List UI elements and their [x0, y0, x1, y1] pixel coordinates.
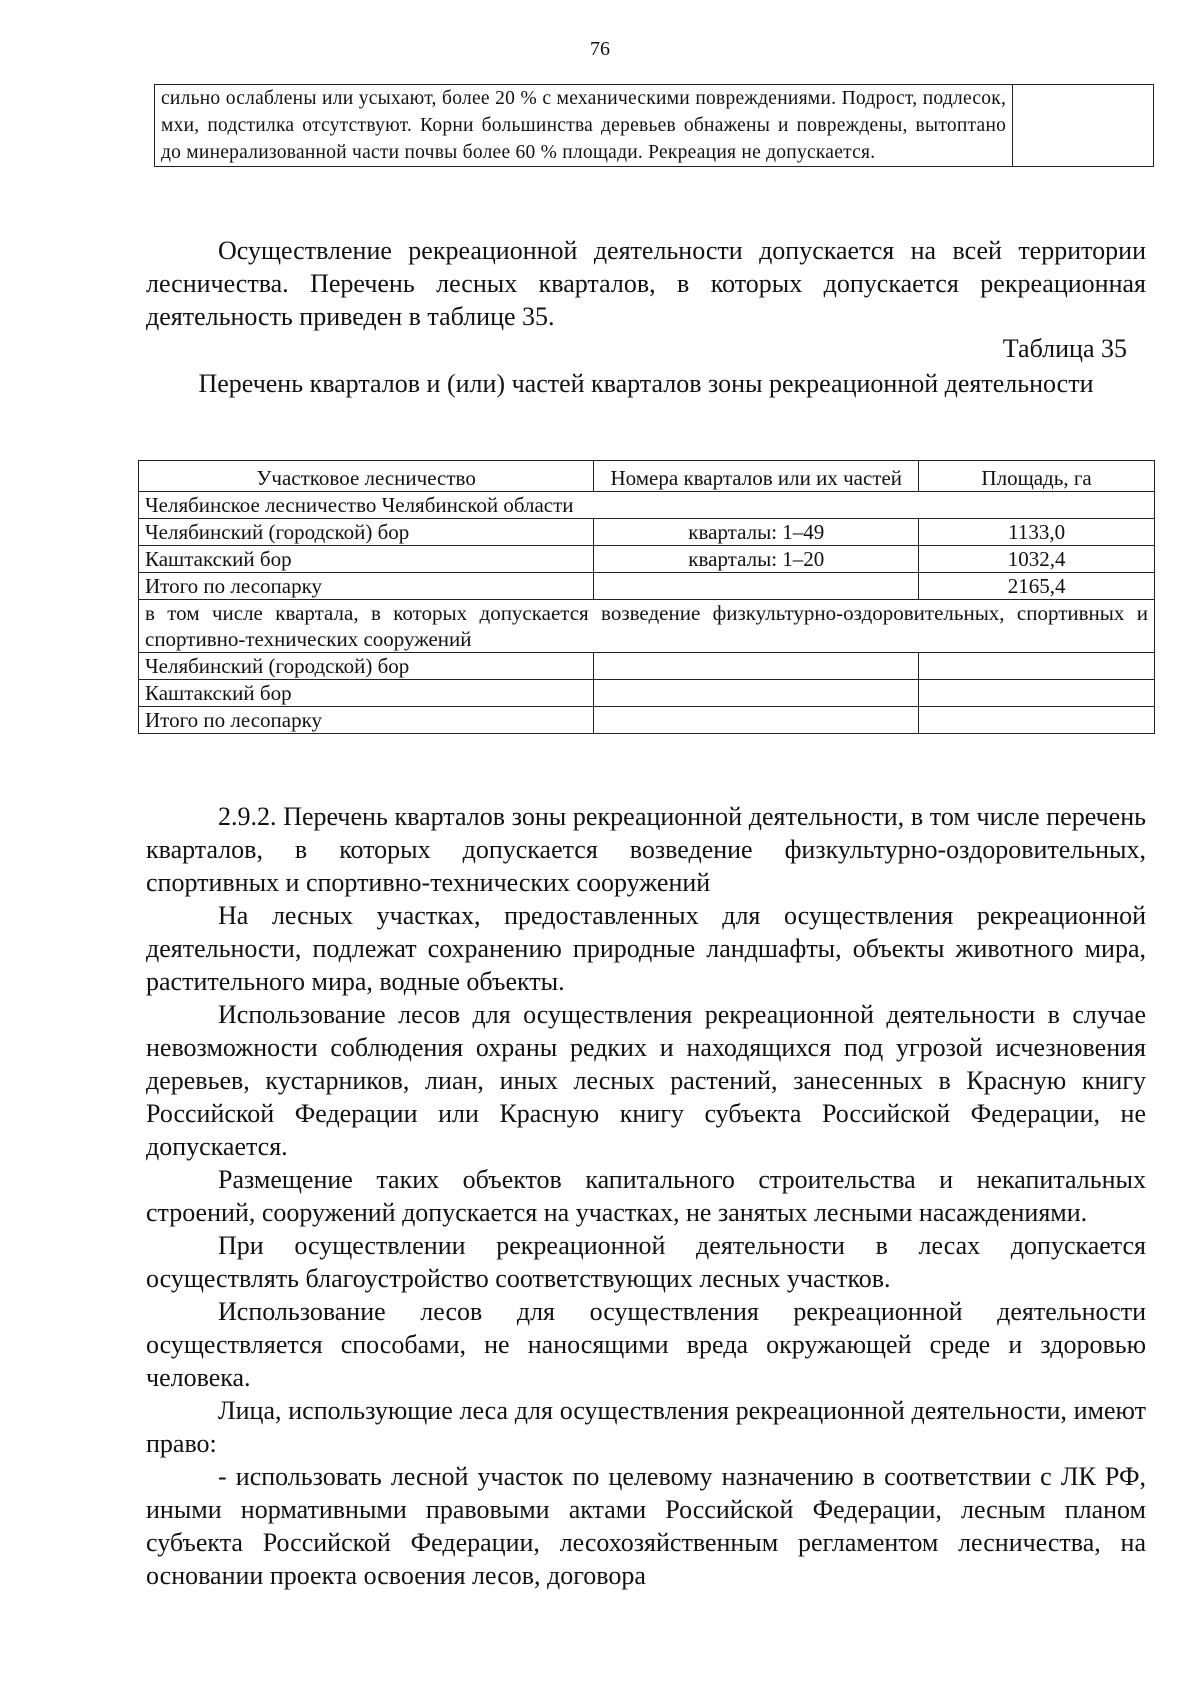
- row-name: Итого по лесопарку: [139, 573, 594, 600]
- row-name: Челябинский (городской) бор: [139, 653, 594, 680]
- row-name: Челябинский (городской) бор: [139, 519, 594, 546]
- continuation-table: [154, 84, 1154, 167]
- row-area: 1133,0: [919, 519, 1155, 546]
- row-area: 1032,4: [919, 546, 1155, 573]
- subgroup-label: в том числе квартала, в которых допускается возведение физкультурно-оздоровительных, спортивных и спортивно-технических сооружений: [139, 600, 1155, 653]
- table-row: [139, 573, 1155, 600]
- section-2-9-2: [146, 800, 1146, 1592]
- row-quarters: кварталы: 1–20: [594, 546, 919, 573]
- table-row: [139, 653, 1155, 680]
- section-paragraph: На лесных участках, предоставленных для осуществления рекреационной деятельности, подлежат сохранению природные ландшафты, объекты животного мира, растительного мира, водные объекты.: [146, 901, 1146, 996]
- table-row: [139, 707, 1155, 734]
- table-row: [139, 519, 1155, 546]
- section-heading: 2.9.2. Перечень кварталов зоны рекреационной деятельности, в том числе перечень кварталов, в которых допускается возведение физкультурно-оздоровительных, спортивных и спортивно-технических сооружений: [146, 802, 1146, 897]
- row-quarters: кварталы: 1–49: [594, 519, 919, 546]
- recreation-zone-table: [138, 460, 1155, 734]
- table-group-row: [139, 492, 1155, 519]
- row-name: Каштакский бор: [139, 546, 594, 573]
- row-area: [919, 653, 1155, 680]
- table-subgroup-row: [139, 600, 1155, 653]
- section-paragraph: При осуществлении рекреационной деятельности в лесах допускается осуществлять благоустройство соответствующих лесных участков.: [146, 1231, 1146, 1293]
- group-label: Челябинское лесничество Челябинской области: [139, 492, 1155, 519]
- row-quarters: [594, 573, 919, 600]
- empty-cell: [1013, 85, 1154, 167]
- row-area: [919, 707, 1155, 734]
- row-quarters: [594, 707, 919, 734]
- row-area: [919, 680, 1155, 707]
- table-header-row: [139, 461, 1155, 492]
- column-header-forestry: Участковое лесничество: [139, 461, 594, 492]
- row-quarters: [594, 680, 919, 707]
- intro-paragraph: Осуществление рекреационной деятельности допускается на всей территории лесничества. Перечень лесных кварталов, в которых допускается рекреационная деятельность приведен в таблице 35.: [146, 236, 1146, 331]
- continuation-text: сильно ослаблены или усыхают, более 20 % с механическими повреждениями. Подрост, подлесок, мхи, подстилка отсутствуют. Корни большинства деревьев обнажены и повреждены, вытоптано до минерализованной части почвы более 60 % площади. Рекреация не допускается.: [155, 85, 1013, 167]
- table-row: [139, 546, 1155, 573]
- row-name: Каштакский бор: [139, 680, 594, 707]
- table-row: [139, 680, 1155, 707]
- row-quarters: [594, 653, 919, 680]
- row-area: 2165,4: [919, 573, 1155, 600]
- column-header-area: Площадь, га: [919, 461, 1155, 492]
- table-title: Перечень кварталов и (или) частей кварталов зоны рекреационной деятельности: [198, 369, 1094, 398]
- table-row: [155, 85, 1154, 167]
- section-paragraph: Лица, использующие леса для осуществления рекреационной деятельности, имеют право:: [146, 1396, 1146, 1458]
- page-number: 76: [590, 38, 610, 60]
- section-paragraph: - использовать лесной участок по целевому назначению в соответствии с ЛК РФ, иными нормативными правовыми актами Российской Федерации, лесным планом субъекта Российской Федерации, лесохозяйственным регламентом лесничества, на основании проекта освоения лесов, договора: [146, 1462, 1146, 1590]
- row-name: Итого по лесопарку: [139, 707, 594, 734]
- section-paragraph: Размещение таких объектов капитального строительства и некапитальных строений, сооружений допускается на участках, не занятых лесными насаждениями.: [146, 1165, 1146, 1227]
- section-paragraph: Использование лесов для осуществления рекреационной деятельности осуществляется способами, не наносящими вреда окружающей среде и здоровью человека.: [146, 1297, 1146, 1392]
- table-label: Таблица 35: [1002, 334, 1127, 363]
- column-header-quarters: Номера кварталов или их частей: [594, 461, 919, 492]
- section-paragraph: Использование лесов для осуществления рекреационной деятельности в случае невозможности соблюдения охраны редких и находящихся под угрозой исчезновения деревьев, кустарников, лиан, иных лесных растений, занесенных в Красную книгу Российской Федерации или Красную книгу субъекта Российской Федерации, не допускается.: [146, 1000, 1146, 1161]
